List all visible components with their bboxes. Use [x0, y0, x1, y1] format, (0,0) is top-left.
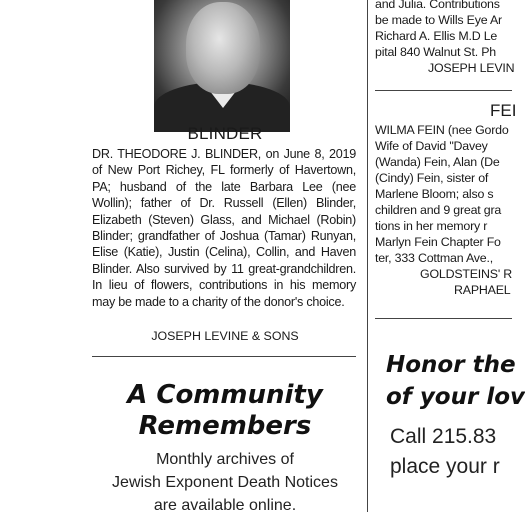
text-line: Wife of David "Davey: [375, 139, 488, 153]
text-line: WILMA FEIN (nee Gordo: [375, 123, 509, 137]
column-divider: [367, 0, 368, 512]
obituary-title: FEI: [490, 101, 517, 120]
ad-headline-line: Remembers: [138, 411, 312, 441]
ad-text-line: Monthly archives of: [156, 451, 294, 468]
section-divider: [375, 318, 512, 319]
photo-head: [186, 2, 260, 94]
obituary-column: [92, 0, 358, 512]
ad-text-line: Call 215.83: [390, 425, 497, 448]
right-column: [372, 0, 525, 512]
text-line: tions in her memory r: [375, 219, 488, 233]
funeral-home-name: JOSEPH LEVINE & SONS: [151, 329, 299, 343]
ad-text-line: place your r: [390, 455, 500, 478]
funeral-home-name: GOLDSTEINS' R: [420, 267, 513, 281]
obituary-body: DR. THEODORE J. BLINDER, on June 8, 2019 of New Port Richey, FL formerly of Havertown, PA; husband of the late Barbara Lee (nee Wollin); father of Dr. Russell (Ellen) Blinder, Elizabeth (Steven) Glass, and Michael (Robin) Blinder; grandfather of Joshua (Tamar) Runyan, Elise (Katie), Justin (Celina), Collin, and Haven Blinder. Also survived by 11 great-grandchildren. In lieu of flowers, contributions in his memory may be made to a charity of the donor's choice.: [92, 147, 356, 309]
section-divider: [92, 356, 356, 357]
text-line: Marlyn Fein Chapter Fo: [375, 235, 501, 249]
text-line: pital 840 Walnut St. Ph: [375, 45, 496, 59]
text-line: ter, 333 Cottman Ave.,: [375, 251, 493, 265]
obituary-title: BLINDER: [187, 124, 263, 143]
text-line: (Wanda) Fein, Alan (De: [375, 155, 500, 169]
ad-headline-line: of your lov: [386, 384, 525, 410]
ad-text-line: Jewish Exponent Death Notices: [112, 474, 338, 491]
text-line: be made to Wills Eye Ar: [375, 13, 502, 27]
ad-headline: [92, 380, 358, 442]
funeral-home-name: RAPHAEL: [454, 283, 511, 297]
ad-text-line: are available online.: [153, 497, 297, 514]
portrait-photo: [154, 0, 290, 118]
funeral-home-name: JOSEPH LEVIN: [428, 61, 515, 75]
ad-headline-line: Honor the: [386, 352, 516, 378]
text-line: children and 9 great gra: [375, 203, 502, 217]
text-line: Richard A. Ellis M.D Le: [375, 29, 498, 43]
ad-headline-line: A Community: [127, 380, 323, 410]
text-line: and Julia. Contributions: [375, 0, 500, 11]
section-divider: [375, 90, 512, 91]
ad-description: [92, 448, 358, 517]
text-line: Marlene Bloom; also s: [375, 187, 494, 201]
text-line: (Cindy) Fein, sister of: [375, 171, 489, 185]
